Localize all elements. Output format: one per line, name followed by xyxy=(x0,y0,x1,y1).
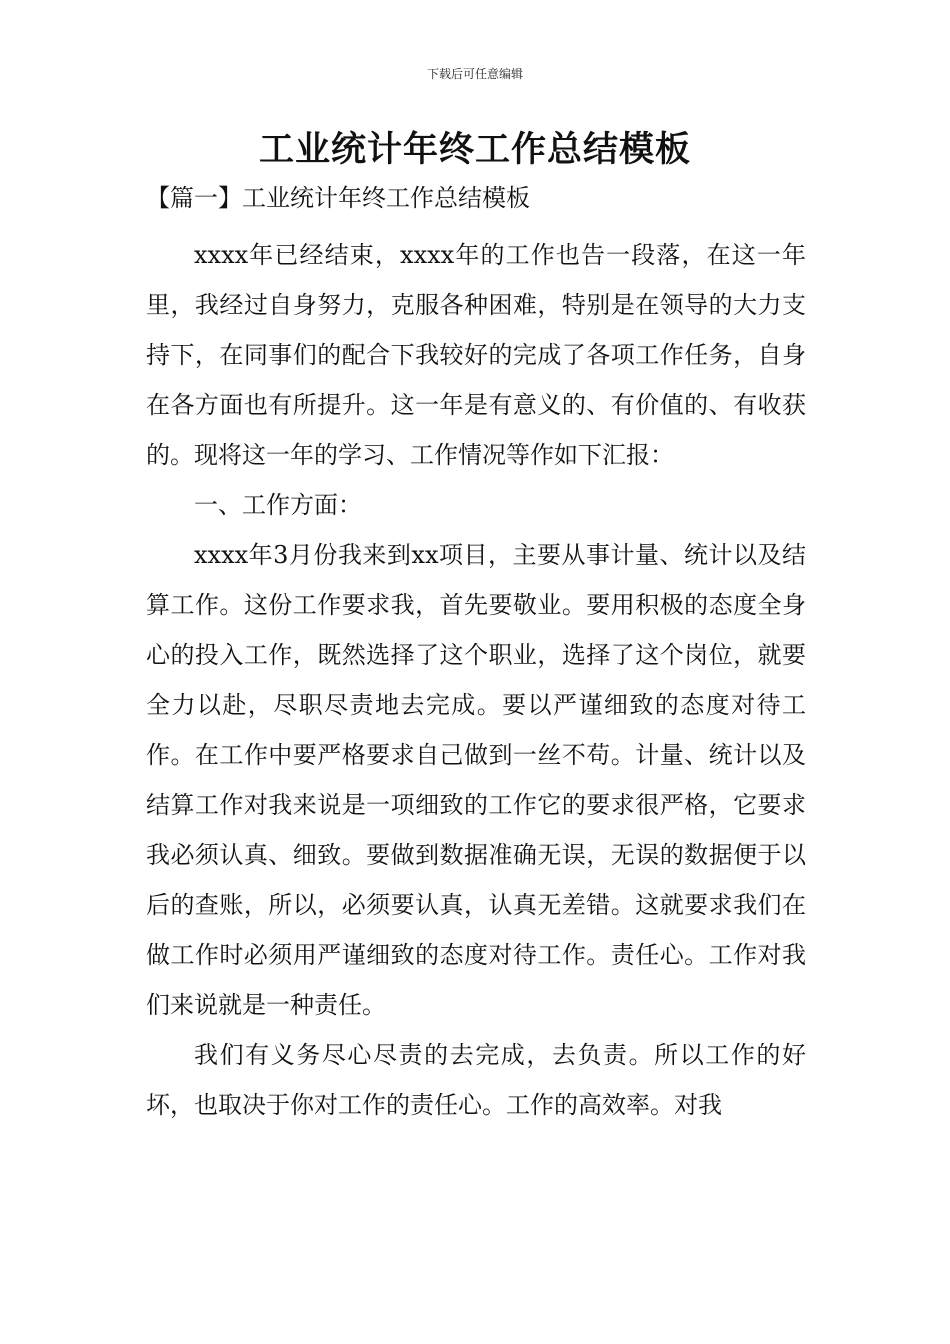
paragraph-subheading-work: 一、工作方面： xyxy=(194,491,362,519)
paragraph-responsibility: 我们有义务尽心尽责的去完成，去负责。所以工作的好坏，也取决于你对工作的责任心。工作的高效率。对我 xyxy=(146,1041,806,1119)
document-body xyxy=(146,230,806,1130)
paragraph-work-details: xxxx年3月份我来到xx项目，主要从事计量、统计以及结算工作。这份工作要求我，首先要敬业。要用积极的态度全身心的投入工作，既然选择了这个职业，选择了这个岗位，就要全力以赴，尽职尽责地去完成。要以严谨细致的态度对待工作。在工作中要严格要求自己做到一丝不苟。计量、统计以及结算工作对我来说是一项细致的工作它的要求很严格，它要求我必须认真、细致。要做到数据准确无误，无误的数据便于以后的查账，所以，必须要认真，认真无差错。这就要求我们在做工作时必须用严谨细致的态度对待工作。责任心。工作对我们来说就是一种责任。 xyxy=(146,541,806,1019)
paragraph-intro: xxxx年已经结束，xxxx年的工作也告一段落，在这一年里，我经过自身努力，克服各种困难，特别是在领导的大力支持下，在同事们的配合下我较好的完成了各项工作任务，自身在各方面也有所提升。这一年是有意义的、有价值的、有收获的。现将这一年的学习、工作情况等作如下汇报： xyxy=(146,241,806,469)
document-title: 工业统计年终工作总结模板 xyxy=(258,129,691,170)
header-note: 下载后可任意编辑 xyxy=(426,67,523,81)
section-heading: 【篇一】工业统计年终工作总结模板 xyxy=(146,184,530,212)
